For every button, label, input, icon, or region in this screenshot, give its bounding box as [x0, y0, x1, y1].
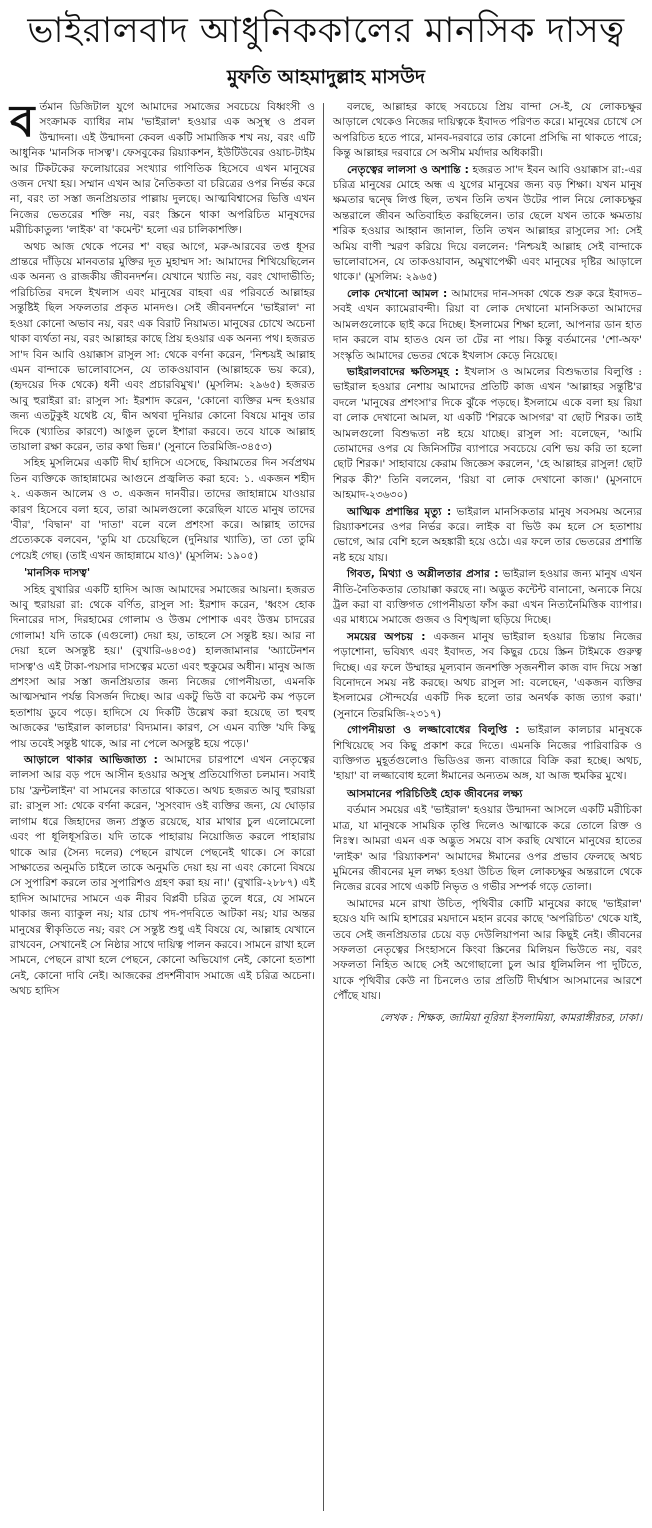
section-backbiting-text: ভাইরাল হওয়ার জন্য মানুষ এখন নীতি-নৈতিকতার তোয়াক্কা করছে না। অদ্ভুত কন্টেন্ট বানানো, অন্যকে নিয়ে ট্রল করা বা ব্যক্তিগত গোপনীয়তা ফাঁস করা এখন নিত্যনৈমিত্তিক ব্যাপার। এর মাধ্যমে সমাজে গুজব ও বিশৃঙ্খলা ছড়িয়ে দিচ্ছে। — [333, 568, 643, 627]
section-privacy — [333, 723, 642, 785]
subhead-time: সময়ের অপচয় : — [347, 630, 426, 643]
headline: ভাইরালবাদ আধুনিককালের মানসিক দাসত্ব — [27, 11, 625, 51]
paragraph-2: অথচ আজ থেকে পনের শ' বছর আগে, মরু-আরবের তপ্ত ধূসর প্রান্তরে দাঁড়িয়ে মানবতার মুক্তির দূত মুহাম্মদ সা: আমাদের শিখিয়েছিলেন এক অনন্য ও রাজকীয় জীবনদর্শন। যেখানে খ্যাতি নয়, বরং খোদাভীতি; পরিচিতির বদলে ইখলাস এবং মানুষের বাহবা এর পরিবর্তে আল্লাহর সন্তুষ্টিই ছিল সফলতার প্রকৃত মানদণ্ড। সেই জীবনদর্শনে 'ভাইরাল' না হওয়া কোনো অভাব নয়, বরং এক বিরাট নিয়ামত। মানুষের চোখে অচেনা থাকা ব্যর্থতা নয়, বরং আল্লাহর কাছে প্রিয় হওয়ার এক অনন্য পথ। হজরত সা'দ বিন আবি ওয়াক্কাস রাসুল সা: থেকে বর্ণনা করেন, 'নিশ্চয়ই আল্লাহ এমন বান্দাকে ভালোবাসেন, যে তাকওয়াবান (আল্লাহকে ভয় করে), (হৃদয়ের দিক থেকে) ধনী এবং প্রচারবিমুখ।' (মুসলিম: ২৯৬৫) হজরত আবু হুরাইরা রা: রাসুল সা: ইরশাদ করেন, 'কোনো ব্যক্তির মন্দ হওয়ার জন্য এতটুকুই যথেষ্ট যে, দ্বীন অথবা দুনিয়ার কোনো বিষয়ে মানুষ তার দিকে (খ্যাতির কারণে) আঙুল তুলে ইশারা করবে। তবে যাকে আল্লাহ তায়ালা রক্ষা করেন, তার কথা ভিন্ন।' (সুনানে তিরমিজি-৩৪৫৩) — [10, 240, 315, 453]
paragraph-4: সহিহ বুখারির একটি হাদিস আজ আমাদের সমাজের আয়না। হজরত আবু হুরায়রা রা: থেকে বর্ণিত, রাসুল সা: ইরশাদ করেন, 'ধ্বংস হোক দিনারের দাস, দিরহামের গোলাম ও উত্তম পোশাক এবং উত্তম চাদরের গোলাম! যদি তাকে (এগুলো) দেয়া হয়, তাহলে সে সন্তুষ্ট হয়। আর না দেয়া হলে অসন্তুষ্ট হয়।' (বুখারি-৬৪৩৫) হালজামানার 'অ্যাটেনশন দাসত্ব'ও এই টাকা-পয়সার দাসত্বের মতো এবং হুকুমের অধীন। মানুষ আজ প্রশংসা আর সস্তা জনপ্রিয়তার জন্য নিজের গোপনীয়তা, এমনকি আত্মসম্মান পর্যন্ত বিসর্জন দিচ্ছে। আর একটু ভিউ বা কমেন্ট কম পড়লে হতাশায় ডুবে পড়ে। হাদিসে যে দিকটি উল্লেখ করা হয়েছে তা হুবহু আজকের 'ভাইরাল কালচার' বিদ্যমান। কারণ, সে এমন ব্যক্তি 'যদি কিছু পায় তবেই সন্তুষ্ট থাকে, আর না পেলে অসন্তুষ্ট হয়ে পড়ে।' — [10, 583, 315, 750]
paragraph-5-text: আমাদের চারপাশে এখন নেতৃত্বের লালসা আর বড় পদে আসীন হওয়ার অসুস্থ প্রতিযোগিতা চলমান। সবাই চায় 'ফ্রন্টলাইন' বা সামনের কাতারে থাকতে। অথচ হজরত আবু হুরায়রা রা: রাসুল সা: থেকে বর্ণনা করেন, 'সুসংবাদ ওই ব্যক্তির জন্য, যে ঘোড়ার লাগাম ধরে জিহাদের জন্য প্রস্তুত রয়েছে, যার মাথার চুল এলোমেলো এবং পা ধূলিধূসরিত। যদি তাকে পাহারায় নিয়োজিত করলে পাহারায় থাকে আর (সৈন্য দলের) পেছনে রাখলে পেছনেই থাকে। সে কারো সাক্ষাতের অনুমতি চাইলে তাকে অনুমতি দেয়া হয় না এবং কোনো বিষয়ে সে সুপারিশ করলে তার সুপারিশও গ্রহণ করা হয় না।' (বুখারি-২৮৮৭) এই হাদিস আমাদের সামনে এক নীরব বিপ্লবী চরিত্র তুলে ধরে, যে সামনে থাকার জন্য ব্যাকুল নয়; যার চোখ পদ-পদবিতে আটকা নয়; যার অন্তর মানুষের স্বীকৃতিতে নয়; বরং সে সন্তুষ্ট শুধু এই বিষয়ে যে, আল্লাহ যেখানে রাখবেন, সেখানেই সে নিষ্ঠার সাথে দায়িত্ব পালন করবে। সামনে রাখা হলে সামনে, পেছনে রাখা হলে পেছনে, কোনো অভিযোগ নেই, কোনো হতাশা নেই, কোনো দাবি নেই। আজকের প্রদর্শনীবাদ সমাজে এই চরিত্র অচেনা। অথচ হাদিস — [10, 754, 315, 998]
section-showoff-text: আমাদের দান-সদকা থেকে শুরু করে ইবাদত– সবই এখন ক্যামেরাবন্দী। রিয়া বা লোক দেখানো মানসিকতা আমাদের আমলগুলোকে ছাই করে দিচ্ছে। ইসলামের শিক্ষা হলো, আপনার ডান হাত দান করলে বাম হাতও যেন তা টের না পায়। কিন্তু বর্তমানের 'শো-অফ' সংস্কৃতি আমাদের ভেতর থেকে ইখলাস কেড়ে নিয়েছে। — [333, 287, 643, 362]
subhead-showoff: লোক দেখানো আমল : — [347, 287, 448, 300]
paragraph-r1: বলছে, আল্লাহর কাছে সবচেয়ে প্রিয় বান্দা সে-ই, যে লোকচক্ষুর আড়ালে থেকেও নিজের দায়িত্বকে ইবাদত পরিণত করে। মানুষের চোখে সে অপরিচিত হতে পারে, মানব-দরবারে তার কোনো প্রসিদ্ধি না থাকতে পারে; কিন্তু আল্লাহর দরবারে সে অসীম মর্যাদার অধিকারী। — [333, 101, 642, 160]
section-time-text: একজন মানুষ ভাইরাল হওয়ার চিন্তায় নিজের পড়াশোনা, ভবিষ্যৎ এবং ইবাদত, সব কিছুর চেয়ে স্ক্রিন টাইমকে গুরুত্ব দিচ্ছে। এর ফলে উম্মাহর মূল্যবান জনশক্তি সৃজনশীল কাজ বাদ দিয়ে সস্তা বিনোদনে সময় নষ্ট করছে। অথচ রাসুল সা: বলেছেন, 'একজন ব্যক্তির ইসলামের সৌন্দর্যের একটি দিক হলো তার অনর্থক কাজ ত্যাগ করা।' (সুনানে তিরমিজি-২৩১৭) — [333, 630, 643, 720]
section-time — [333, 630, 642, 722]
subhead-peace: আত্মিক প্রশান্তির মৃত্যু : — [347, 505, 452, 518]
subhead-heavenly-recognition: আসমানের পরিচিতিই হোক জীবনের লক্ষ্য — [347, 787, 523, 800]
subhead-leadership: নেতৃত্বের লালসা ও অশান্তি : — [347, 163, 469, 176]
subhead-mental-slavery: 'মানসিক দাসত্ব' — [24, 567, 91, 580]
column-divider — [323, 103, 324, 1511]
byline: মুফতি আহমাদুল্লাহ মাসউদ — [227, 66, 425, 88]
section-harms — [333, 365, 642, 504]
section-privacy-text: ভাইরাল কালচার মানুষকে শিখিয়েছে সব কিছু প্রকাশ করে দিতে। এমনকি নিজের পারিবারিক ও ব্যক্তিগত মুহূর্তগুলোও ভিডিওর জন্য বাজারে বিক্রি করা হচ্ছে। অথচ, 'হায়া' বা লজ্জাবোধ হলো ঈমানের অন্যতম অঙ্গ, যা আজ হুমকির মুখে। — [333, 724, 642, 783]
drop-cap: ব — [10, 96, 35, 147]
left-column — [10, 96, 316, 1001]
section-backbiting — [333, 567, 642, 629]
subhead-privacy: গোপনীয়তা ও লজ্জাবোধের বিলুপ্তি : — [347, 724, 520, 737]
paragraph-intro — [10, 96, 315, 239]
section-peace-text: ভাইরাল মানসিকতার মানুষ সবসময় অন্যের রিয়্যাকশনের ওপর নির্ভর করে। লাইক বা ভিউ কম হলে সে হতাশায় ভোগে, আর বেশি হলে অহঙ্কারী হয়ে ওঠে। এর ফলে তার ভেতরের প্রশান্তি নষ্ট হয়ে যায়। — [333, 505, 642, 564]
paragraph-final-2: আমাদের মনে রাখা উচিত, পৃথিবীর কোটি মানুষের কাছে 'ভাইরাল' হয়েও যদি আমি হাশরের ময়দানে মহান রবের কাছে 'অপরিচিত' থেকে যাই, তবে সেই জনপ্রিয়তার চেয়ে বড় দেউলিয়াপনা আর কিছুই নেই। জীবনের সফলতা নেতৃত্বের সিংহাসনে কিংবা স্ক্রিনের মিলিয়ন ভিউতে নয়, বরং সফলতা নিহিত আছে সেই অগোছালো চুল আর ধূলিমলিন পা দুটিতে, যাকে পৃথিবীর কেউ না চিনলেও তার প্রতিটি দীর্ঘশ্বাস আসমানের আরশে পৌঁছে যায়। — [333, 897, 642, 1003]
paragraph-5 — [10, 753, 315, 1000]
intro-text: র্তমান ডিজিটাল যুগে আমাদের সমাজের সবচেয়ে বিধ্বংসী ও সংক্রামক ব্যাধির নাম 'ভাইরাল' হওয়ার এক অসুস্থ ও প্রবল উন্মাদনা। এই উন্মাদনা কেবল একটি সামাজিক শখ নয়, বরং এটি আধুনিক 'মানসিক দাসত্ব'। ফেসবুকের রিয়্যাকশন, ইউটিউবের ওয়াচ-টাইম আর টিকটকের ফলোয়ারের সংখ্যার গাণিতিক হিসেবে এখন মানুষের ওজন দেখা হয়। সম্মান এখন আর নৈতিকতা বা চরিত্রের ওপর নির্ভর করে না, বরং তা সস্তা জনপ্রিয়তার পাল্লায় দুলছে। আত্মবিশ্বাসের ভিত্তি এখন নিজের ভেতরের শক্তি নয়, বরং স্ক্রিনে থাকা অপরিচিত মানুষদের মরীচিকাতুল্য 'লাইক' বা 'কমেন্ট' হলো এর চালিকাশক্তি। — [10, 101, 315, 237]
subhead-harms: ভাইরালবাদের ক্ষতিসমূহ : — [347, 365, 460, 378]
subhead-backbiting: গিবত, মিথ্যা ও অশ্লীলতার প্রসার : — [347, 568, 499, 581]
paragraph-3: সহিহ মুসলিমের একটি দীর্ঘ হাদিসে এসেছে, কিয়ামতের দিন সর্বপ্রথম তিন ব্যক্তিকে জাহান্নামের আগুনে প্রজ্বলিত করা হবে: ১. একজন শহীদ ২. একজন আলেম ও ৩. একজন দানবীর। তাদের জাহান্নামে যাওয়ার কারণ হিসেবে বলা হবে, তারা আমলগুলো করেছিল যাতে মানুষ তাদের 'বীর', 'বিদ্বান' বা 'দাতা' বলে বলে প্রশংসা করে। আল্লাহ তাদের প্রত্যেককে বলবেন, 'তুমি যা চেয়েছিলে (দুনিয়ার খ্যাতি), তা তো তুমি পেয়েই গেছ। (তাই এখন জাহান্নামে যাও)' (মুসলিম: ১৯০৫) — [10, 457, 316, 562]
section-leadership — [333, 163, 642, 286]
author-credit: লেখক : শিক্ষক, জামিয়া নূরিয়া ইসলামিয়া, কামরাঙ্গীরচর, ঢাকা। — [379, 1011, 642, 1024]
paragraph-final-1: বর্তমান সময়ের এই 'ভাইরাল' হওয়ার উন্মাদনা আসলে একটি মরীচিকা মাত্র, যা মানুষকে সাময়িক তৃপ্তি দিলেও আত্মাকে করে তোলে রিক্ত ও নিঃস্ব। আমরা এমন এক অদ্ভুত সময়ে বাস করছি যেখানে মানুষের হাতের 'লাইক' আর 'রিয়্যাকশন' আমাদের ঈমানের ওপর প্রভাব ফেলছে অথচ মুমিনের জীবনের মূল লক্ষ্য হওয়া উচিত ছিল লোকচক্ষুর অন্তরালে থেকে নিজের রবের সাথে একটি নিভৃত ও গভীর সম্পর্ক গড়ে তোলা। — [333, 804, 642, 894]
section-harms-text: ইখলাস ও আমলের বিশুদ্ধতার বিলুপ্তি : ভাইরাল হওয়ার নেশায় আমাদের প্রতিটি কাজ এখন 'আল্লাহর সন্তুষ্টি'র বদলে 'মানুষের প্রশংসা'র দিকে ঝুঁকে পড়ছে। ইসলামে একে বলা হয় রিয়া বা লোক দেখানো আমল, যা একটি 'শিরকে আসগর' বা ছোট শিরক। তাই আমলগুলো বিশুদ্ধতা নষ্ট হয়ে যাচ্ছে। রাসুল সা: বলেছেন, 'আমি তোমাদের ওপর যে জিনিসটির ব্যাপারে সবচেয়ে বেশি ভয় করি তা হলো ছোট শিরক।' সাহাবায়ে কেরাম জিজ্ঞেস করলেন, 'হে আল্লাহর রাসুল! ছোট শিরক কী?' তিনি বললেন, 'রিয়া বা লোক দেখানো কাজ।' (মুসনাদে আহমাদ-২৩৬৩০) — [333, 365, 643, 502]
right-column — [333, 100, 642, 1026]
section-peace — [333, 505, 642, 567]
subhead-hidden-dignity: আড়ালে থাকার আভিজাত্য : — [24, 754, 158, 767]
section-showoff — [333, 287, 642, 364]
section-leadership-text: হজরত সা'দ ইবন আবি ওয়াক্কাস রা:-এর চরিত্র মানুষের মোহে অন্ধ এ যুগের মানুষের জন্য বড় শিক্ষা। যখন মানুষ ক্ষমতার দ্বন্দ্বে লিপ্ত ছিল, তখন তিনি তখন উটের পাল নিয়ে লোকচক্ষুর অন্তরালে জীবন অতিবাহিত করছিলেন। তার ছেলে যখন তাকে ক্ষমতায় শরিক হওয়ার আহ্বান জানাল, তিনি তখন আল্লাহর রাসুলের সা: সেই অমিয় বাণী স্মরণ করিয়ে দিয়ে বললেন: 'নিশ্চয়ই আল্লাহ সেই বান্দাকে ভালোবাসেন, যে তাকওয়াবান, অমুখাপেক্ষী এবং মানুষের দৃষ্টির আড়ালে থাকে।' (মুসলিম: ২৯৬৫) — [333, 163, 642, 284]
